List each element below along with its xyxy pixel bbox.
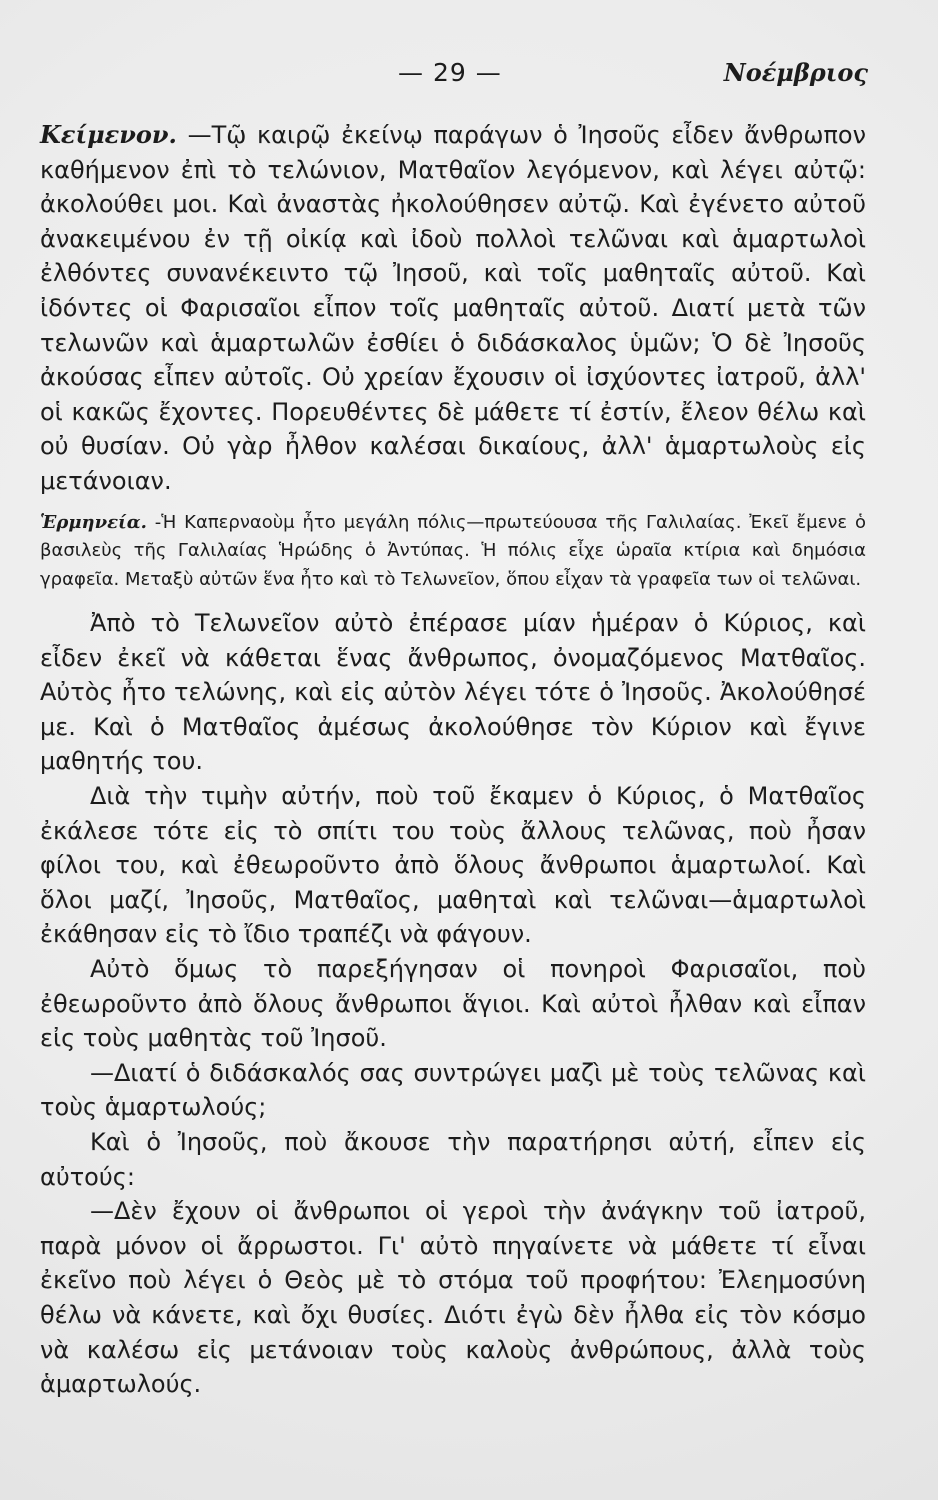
paragraph: Καὶ ὁ Ἰησοῦς, ποὺ ἄκουσε τὴν παρατήρησι αὐτή, εἶπεν εἰς αὐτούς: — [40, 1127, 866, 1191]
page-header — [0, 58, 938, 94]
page-body — [40, 118, 866, 1402]
interpretation-text: -Ἡ Καπερναοὺμ ἦτο μεγάλη πόλις—πρωτεύουσα τῆς Γαλιλαίας. Ἐκεῖ ἔμενε ὁ βασιλεὺς τῆς Γαλιλαίας Ἡρώδης ὁ Ἀντύπας. Ἡ πόλις εἶχε ὡραῖα κτίρια καὶ δημόσια γραφεῖα. Μεταξὺ αὐτῶν ἕνα ἦτο καὶ τὸ Τελωνεῖον, ὅπου εἶχαν τὰ γραφεῖα των οἱ τελῶναι. — [40, 511, 866, 590]
interpretation-block — [40, 509, 866, 595]
passage-text: —Τῷ καιρῷ ἐκείνῳ παράγων ὁ Ἰησοῦς εἶδεν ἄνθρωπον καθήμενον ἐπὶ τὸ τελώνιον, Ματθαῖον λεγόμενον, καὶ λέγει αὐτῷ: ἀκολούθει μοι. Καὶ ἀναστὰς ἠκολούθησεν αὐτῷ. Καὶ ἐγένετο αὐτοῦ ἀνακειμένου ἐν τῇ οἰκίᾳ καὶ ἰδοὺ πολλοὶ τελῶναι καὶ ἁμαρτωλοὶ ἐλθόντες συνανέκειντο τῷ Ἰησοῦ, καὶ τοῖς μαθηταῖς αὐτοῦ. Καὶ ἰδόντες οἱ Φαρισαῖοι εἶπον τοῖς μαθηταῖς αὐτοῦ. Διατί μετὰ τῶν τελωνῶν καὶ ἁμαρτωλῶν ἐσθίει ὁ διδάσκαλος ὑμῶν; Ὁ δὲ Ἰησοῦς ἀκούσας εἶπεν αὐτοῖς. Οὐ χρείαν ἔχουσιν οἱ ἰσχύοντες ἰατροῦ, ἀλλ' οἱ κακῶς ἔχοντες. Πορευθέντες δὲ μάθετε τί ἐστίν, ἔλεον θέλω καὶ οὐ θυσίαν. Οὐ γὰρ ἦλθον καλέσαι δικαίους, ἀλλ' ἁμαρτωλοὺς εἰς μετάνοιαν. — [40, 121, 866, 495]
paragraph: —Διατί ὁ διδάσκαλός σας συντρώγει μαζὶ μὲ τοὺς τελῶνας καὶ τοὺς ἁμαρτωλούς; — [40, 1058, 866, 1122]
scripture-passage — [40, 118, 866, 499]
passage-label: Κείμενον. — [40, 120, 177, 149]
paragraph: Διὰ τὴν τιμὴν αὐτήν, ποὺ τοῦ ἔκαμεν ὁ Κύριος, ὁ Ματθαῖος ἐκάλεσε τότε εἰς τὸ σπίτι του τοὺς ἄλλους τελῶνας, ποὺ ἦσαν φίλοι του, καὶ ἐθεωροῦντο ἀπὸ ὅλους ἄνθρωποι ἁμαρτωλοί. Καὶ ὅλοι μαζί, Ἰησοῦς, Ματθαῖος, μαθηταὶ καὶ τελῶναι—ἁμαρτωλοὶ ἐκάθησαν εἰς τὸ ἴδιο τραπέζι νὰ φάγουν. — [40, 782, 866, 949]
running-head-month: Νοέμβριος — [723, 58, 868, 87]
paragraph: Ἀπὸ τὸ Τελωνεῖον αὐτὸ ἐπέρασε μίαν ἡμέραν ὁ Κύριος, καὶ εἶδεν ἐκεῖ νὰ κάθεται ἕνας ἄνθρωπος, ὀνομαζόμενος Ματθαῖος. Αὐτὸς ἦτο τελώνης, καὶ εἰς αὐτὸν λέγει τότε ὁ Ἰησοῦς. Ἀκολούθησέ με. Καὶ ὁ Ματθαῖος ἀμέσως ἀκολούθησε τὸν Κύριον καὶ ἔγινε μαθητής του. — [40, 609, 866, 776]
paragraph: Αὐτὸ ὅμως τὸ παρεξήγησαν οἱ πονηροὶ Φαρισαῖοι, ποὺ ἐθεωροῦντο ἀπὸ ὅλους ἄνθρωποι ἅγιοι. Καὶ αὐτοὶ ἦλθαν καὶ εἶπαν εἰς τοὺς μαθητὰς τοῦ Ἰησοῦ. — [40, 954, 866, 1053]
paragraph: —Δὲν ἔχουν οἱ ἄνθρωποι οἱ γεροὶ τὴν ἀνάγκην τοῦ ἰατροῦ, παρὰ μόνον οἱ ἄρρωστοι. Γι' αὐτὸ πηγαίνετε νὰ μάθετε τί εἶναι ἐκεῖνο ποὺ λέγει ὁ Θεὸς μὲ τὸ στόμα τοῦ προφήτου: Ἐλεημοσύνη θέλω νὰ κάνετε, καὶ ὄχι θυσίες. Διότι ἐγὼ δὲν ἦλθα εἰς τὸν κόσμο νὰ καλέσω εἰς μετάνοιαν τοὺς καλοὺς ἀνθρώπους, ἀλλὰ τοὺς ἁμαρτωλούς. — [40, 1197, 866, 1399]
page-number: — 29 — — [398, 58, 502, 87]
interpretation-label: Ἑρμηνεία. — [40, 511, 147, 533]
